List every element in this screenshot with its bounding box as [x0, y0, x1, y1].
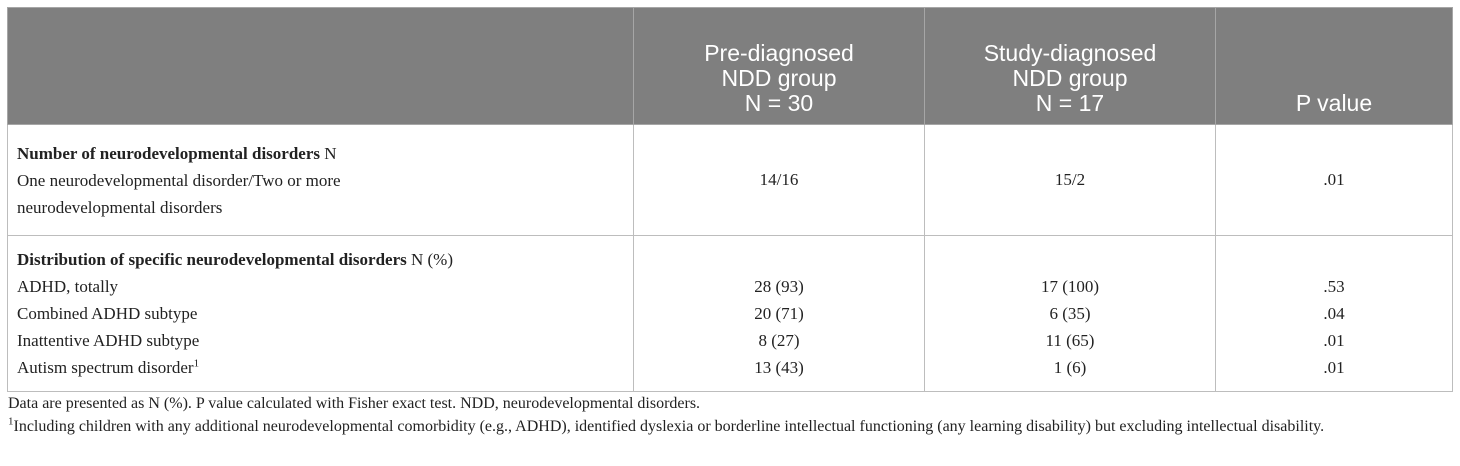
- cell-pre: 13 (43): [754, 358, 804, 377]
- header-pre-line1: Pre-diagnosed: [704, 40, 854, 66]
- cell-study: 15/2: [925, 125, 1216, 236]
- section-number-title: Number of neurodevelopmental disorders: [17, 143, 321, 163]
- cell-p: .53: [1323, 277, 1345, 296]
- header-study-line3: N = 17: [1035, 90, 1105, 116]
- footnote-1-marker: 1: [8, 415, 14, 428]
- header-pre-line3: N = 30: [744, 90, 814, 116]
- footnote-1-text: Including children with any additional neurodevelopmental comorbidity (e.g., ADHD), identified dyslexia or borderline intellectual functioning (any learning disability) but excluding intellectual disability.: [13, 417, 1325, 435]
- column-p-values: [1216, 236, 1453, 392]
- cell-pre: 28 (93): [754, 277, 804, 296]
- column-study-values: [925, 236, 1216, 392]
- cell-p: .01: [1216, 125, 1453, 236]
- header-pre-diagnosed: [634, 8, 925, 125]
- footnote-marker: 1: [193, 357, 200, 370]
- cell-study: 17 (100): [1040, 277, 1100, 296]
- header-study-line1: Study-diagnosed: [983, 40, 1157, 66]
- section-number-row: [8, 125, 1453, 236]
- ndd-comparison-table: [7, 7, 1453, 392]
- cell-p: .01: [1323, 331, 1345, 350]
- header-p-value: P value: [1216, 8, 1453, 125]
- header-empty-cell: [8, 8, 634, 125]
- row-label: ADHD, totally: [17, 277, 119, 296]
- cell-pre: 14/16: [634, 125, 925, 236]
- section-number-title-suffix: N: [320, 143, 337, 163]
- header-row: [8, 8, 1453, 125]
- section-number-label: [8, 125, 634, 236]
- section-distribution-title: Distribution of specific neurodevelopmental disorders: [17, 250, 407, 269]
- section-distribution-block: [8, 236, 1453, 392]
- cell-p: .04: [1323, 304, 1345, 323]
- section-distribution-title-suffix: N (%): [406, 250, 453, 269]
- cell-study: 1 (6): [1053, 358, 1087, 377]
- table-footnotes: [8, 393, 1453, 438]
- section-distribution-labels: [8, 236, 634, 392]
- row-label-line1: One neurodevelopmental disorder/Two or more: [17, 170, 341, 190]
- cell-study: 11 (65): [1045, 331, 1095, 350]
- cell-study: 6 (35): [1049, 304, 1091, 323]
- cell-pre: 20 (71): [754, 304, 804, 323]
- row-label: Autism spectrum disorder: [17, 358, 194, 377]
- column-pre-values: [634, 236, 925, 392]
- footnote-data-note: Data are presented as N (%). P value calculated with Fisher exact test. NDD, neurodevelopmental disorders.: [8, 395, 701, 412]
- row-label: Combined ADHD subtype: [17, 304, 198, 323]
- row-label-line2: neurodevelopmental disorders: [17, 197, 223, 217]
- data-table-container: [7, 7, 1452, 392]
- cell-p: .01: [1323, 358, 1345, 377]
- footnote-1: [8, 416, 1453, 439]
- header-pre-line2: NDD group: [721, 65, 837, 91]
- row-label: Inattentive ADHD subtype: [17, 331, 200, 350]
- cell-pre: 8 (27): [758, 331, 800, 350]
- header-study-line2: NDD group: [1012, 65, 1128, 91]
- header-study-diagnosed: [925, 8, 1216, 125]
